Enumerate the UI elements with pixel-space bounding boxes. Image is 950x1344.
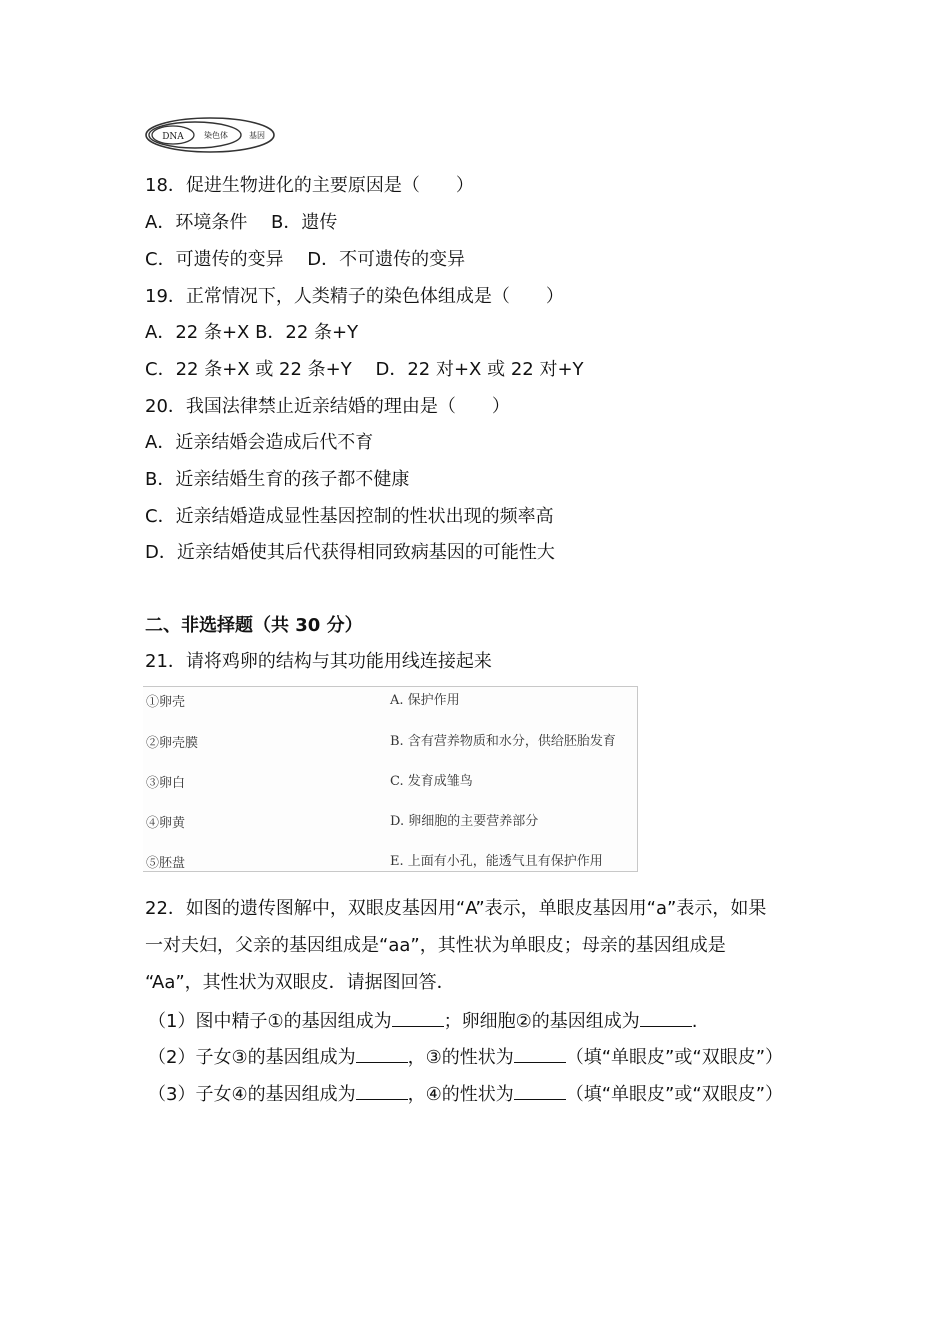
function-item: D. 卵细胞的主要营养部分 xyxy=(390,814,539,829)
q22-part3 xyxy=(148,1081,783,1107)
dna-chromosome-gene-diagram xyxy=(143,113,279,157)
q22-stem-line3: “Aa”，其性状为双眼皮．请据图回答． xyxy=(145,972,455,993)
q22-stem-line2: 一对夫妇，父亲的基因组成是“aa”，其性状为单眼皮；母亲的基因组成是 xyxy=(145,935,726,956)
structure-item: ①卵壳 xyxy=(146,695,186,710)
q22-stem-line1: 22．如图的遗传图解中，双眼皮基因用“A”表示，单眼皮基因用“a”表示，如果 xyxy=(145,898,767,919)
q22-part3-text-a: （3）子女④的基因组成为 xyxy=(148,1084,356,1105)
q19-stem: 19．正常情况下，人类精子的染色体组成是（ ） xyxy=(145,286,564,307)
diagram-label-dna: DNA xyxy=(162,132,184,142)
function-item: E. 上面有小孔，能透气且有保护作用 xyxy=(390,854,603,869)
q18-options-ab: A．环境条件 B．遗传 xyxy=(145,212,338,233)
q20-option-b: B．近亲结婚生育的孩子都不健康 xyxy=(145,469,410,490)
answer-blank[interactable] xyxy=(392,1008,444,1027)
answer-blank[interactable] xyxy=(356,1044,408,1063)
q19-options-cd: C．22 条+X 或 22 条+Y D．22 对+X 或 22 对+Y xyxy=(145,359,584,380)
q22-part2 xyxy=(148,1044,783,1070)
structure-item: ③卵白 xyxy=(146,776,186,791)
q18-options-cd: C．可遗传的变异 D．不可遗传的变异 xyxy=(145,249,466,270)
q18-stem: 18．促进生物进化的主要原因是（ ） xyxy=(145,175,474,196)
q21-stem: 21．请将鸡卵的结构与其功能用线连接起来 xyxy=(145,651,492,672)
egg-structure-match-table xyxy=(143,686,638,872)
diagram-label-gene: 基因 xyxy=(249,131,265,140)
function-item: C. 发育成雏鸟 xyxy=(390,774,473,789)
answer-blank[interactable] xyxy=(640,1008,692,1027)
q20-option-a: A．近亲结婚会造成后代不育 xyxy=(145,432,374,453)
q22-part2-text-b: ，③的性状为 xyxy=(407,1047,514,1068)
section-heading: 二、非选择题（共 30 分） xyxy=(145,615,363,636)
q22-part2-text-c: （填“单眼皮”或“双眼皮”） xyxy=(565,1047,784,1068)
answer-blank[interactable] xyxy=(514,1044,566,1063)
q22-part2-text-a: （2）子女③的基因组成为 xyxy=(148,1047,356,1068)
q20-option-c: C．近亲结婚造成显性基因控制的性状出现的频率高 xyxy=(145,506,554,527)
q22-part3-text-b: ，④的性状为 xyxy=(407,1084,514,1105)
structure-item: ②卵壳膜 xyxy=(146,736,199,751)
q22-part1-text-a: （1）图中精子①的基因组成为 xyxy=(148,1011,392,1032)
q20-stem: 20．我国法律禁止近亲结婚的理由是（ ） xyxy=(145,396,510,417)
function-item: B. 含有营养物质和水分，供给胚胎发育 xyxy=(390,734,616,749)
q22-part3-text-c: （填“单眼皮”或“双眼皮”） xyxy=(565,1084,784,1105)
q22-part1 xyxy=(148,1008,697,1034)
q22-part1-text-c: . xyxy=(691,1011,698,1032)
q22-part1-text-b: ；卵细胞②的基因组成为 xyxy=(443,1011,640,1032)
structure-item: ④卵黄 xyxy=(146,816,186,831)
q20-option-d: D．近亲结婚使其后代获得相同致病基因的可能性大 xyxy=(145,542,555,563)
answer-blank[interactable] xyxy=(356,1081,408,1100)
answer-blank[interactable] xyxy=(514,1081,566,1100)
structure-item: ⑤胚盘 xyxy=(146,856,186,871)
function-item: A. 保护作用 xyxy=(390,693,460,708)
q19-options-ab: A．22 条+X B．22 条+Y xyxy=(145,322,359,343)
diagram-label-chromosome: 染色体 xyxy=(204,131,228,140)
